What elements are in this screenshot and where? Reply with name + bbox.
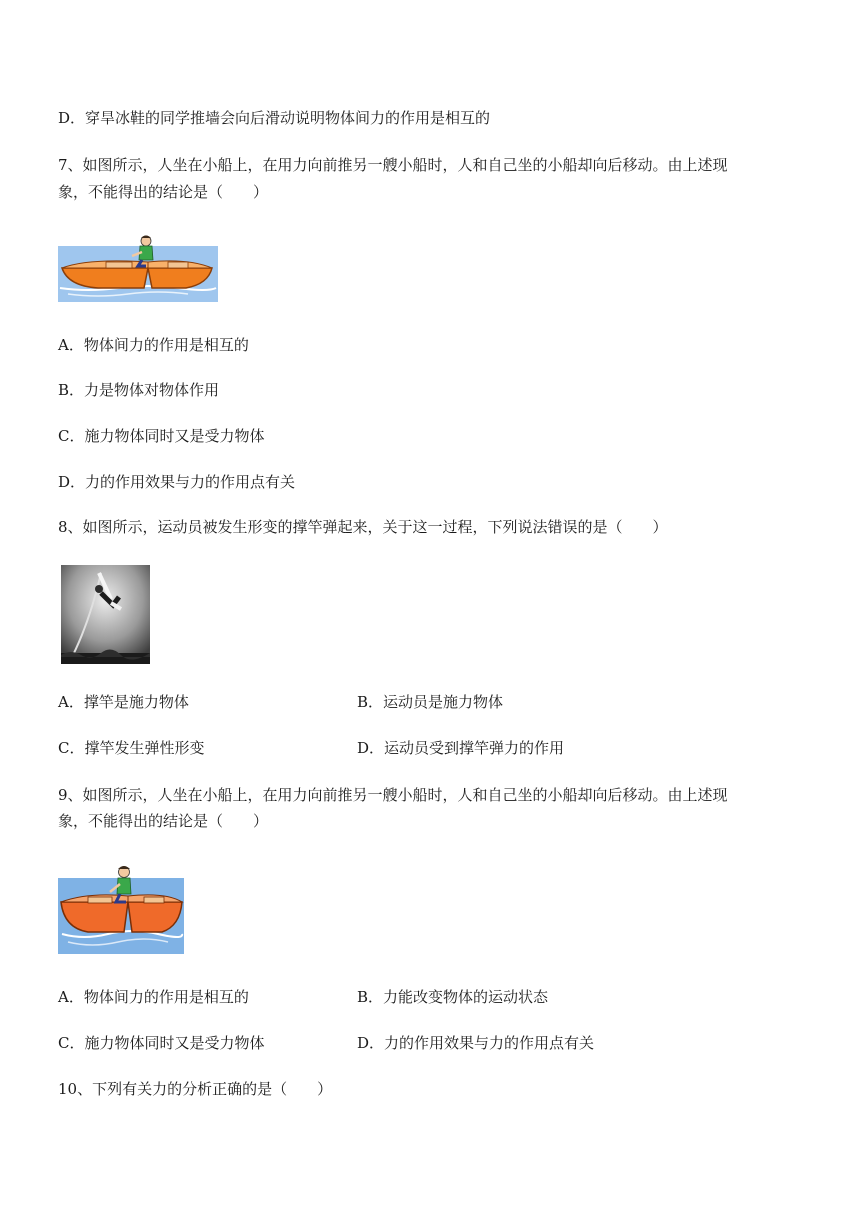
q8-option-b: B．运动员是施力物体 [357,693,504,711]
q7-option-a: A．物体间力的作用是相互的 [58,336,249,354]
q9-option-d: D．力的作用效果与力的作用点有关 [357,1034,595,1052]
boats-push-illustration [58,232,218,302]
q8-option-c: C．撑竿发生弹性形变 [58,739,205,757]
q8-stem: 8、如图所示，运动员被发生形变的撑竿弹起来，关于这一过程，下列说法错误的是（ ） [58,518,668,536]
boats-push-illustration-2 [58,862,184,954]
q10-stem: 10、下列有关力的分析正确的是（ ） [58,1080,333,1098]
q9-option-c: C．施力物体同时又是受力物体 [58,1034,265,1052]
q7-option-b: B．力是物体对物体作用 [58,381,220,399]
q7-option-d: D．力的作用效果与力的作用点有关 [58,473,296,491]
q9-stem-line1: 9、如图所示，人坐在小船上，在用力向前推另一艘小船时，人和自己坐的小船却向后移动。由上述现 [58,786,728,804]
q9-option-a: A．物体间力的作用是相互的 [58,988,249,1006]
pole-vault-photo [61,565,150,664]
q6-option-d: D．穿旱冰鞋的同学推墙会向后滑动说明物体间力的作用是相互的 [58,109,491,127]
q9-option-b: B．力能改变物体的运动状态 [357,988,549,1006]
q8-option-a: A．撑竿是施力物体 [58,693,189,711]
q9-stem-line2: 象，不能得出的结论是（ ） [58,812,269,830]
q7-stem-line2: 象，不能得出的结论是（ ） [58,183,269,201]
q7-option-c: C．施力物体同时又是受力物体 [58,427,265,445]
q8-option-d: D．运动员受到撑竿弹力的作用 [357,739,565,757]
q7-stem-line1: 7、如图所示，人坐在小船上，在用力向前推另一艘小船时，人和自己坐的小船却向后移动。由上述现 [58,156,728,174]
